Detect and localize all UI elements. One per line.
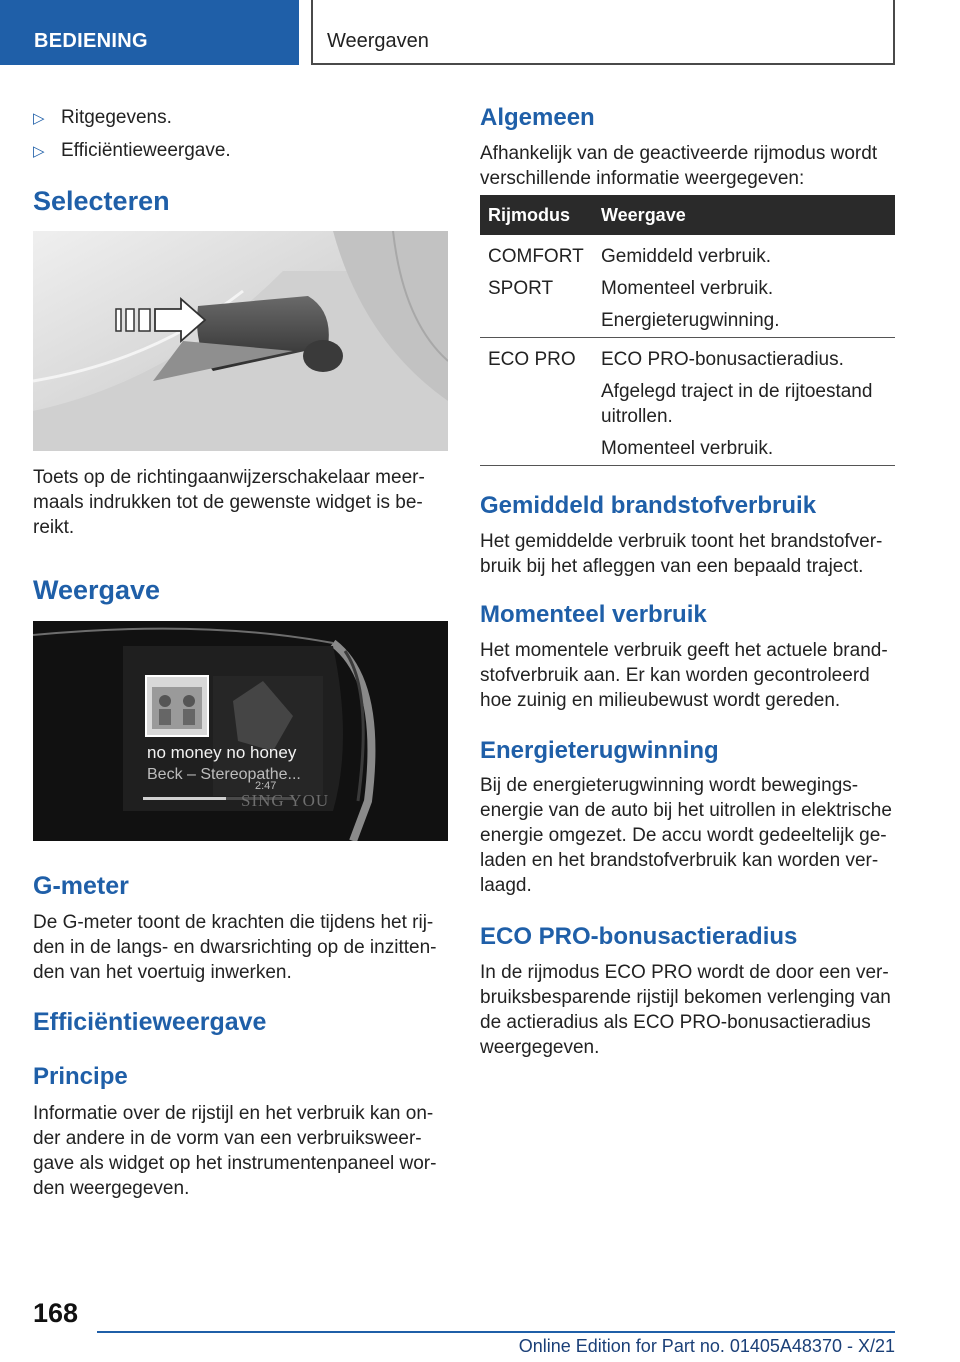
page-number: 168 bbox=[33, 1298, 79, 1328]
edition-note: Online Edition for Part no. 01405A48370 - X/21 bbox=[518, 1336, 895, 1356]
driving-mode-table bbox=[480, 195, 895, 466]
figure-turn-signal-switch bbox=[33, 231, 448, 451]
heading-energieterugwinning: Energieterugwinning bbox=[480, 737, 719, 764]
triangle-bullet-icon: ▷ bbox=[33, 143, 45, 160]
heading-weergave: Weergave bbox=[33, 575, 161, 605]
heading-ecopro: ECO PRO-bonusactieradius bbox=[480, 923, 798, 950]
table-row bbox=[480, 338, 895, 466]
table-header bbox=[480, 195, 895, 235]
chapter-title: Weergaven bbox=[311, 0, 895, 65]
column-header-weergave: Weergave bbox=[601, 205, 686, 225]
heading-selecteren: Selecteren bbox=[33, 186, 170, 216]
heading-efficiency: Efficiëntieweergave bbox=[33, 1008, 267, 1036]
footer-divider bbox=[97, 1331, 895, 1333]
background-overlay-text: SING YOU bbox=[241, 791, 330, 810]
bullet-item: ▷ Ritgegevens. bbox=[33, 107, 172, 128]
heading-gemiddeld: Gemiddeld brandstofverbruik bbox=[480, 492, 817, 519]
triangle-bullet-icon: ▷ bbox=[33, 110, 45, 127]
paragraph-ecopro: In de rijmodus ECO PRO wordt de door een ver- bruiksbesparende rijstijl bekomen verlenging van de actieradius als ECO PRO-bonusactieradius weergegeven. bbox=[480, 962, 891, 1058]
heading-algemeen: Algemeen bbox=[480, 104, 595, 131]
paragraph-gemiddeld: Het gemiddelde verbruik toont het brandstofver- bruik bij het afleggen van een bepaald traject. bbox=[480, 531, 883, 577]
heading-momenteel: Momenteel verbruik bbox=[480, 601, 707, 628]
bullet-item: ▷ Efficiëntieweergave. bbox=[33, 140, 231, 161]
heading-gmeter: G-meter bbox=[33, 872, 129, 900]
paragraph-energieterugwinning: Bij de energieterugwinning wordt bewegings- energie van de auto bij het uitrollen in elektrische energie omgezet. De accu wordt gedeeltelijk ge- laden en het brandstofverbruik kan worden ver- laagd. bbox=[480, 775, 892, 896]
paragraph-momenteel: Het momentele verbruik geeft het actuele brand- stofverbruik aan. Er kan worden gecontroleerd hoe zuinig en milieubewust wordt gereden. bbox=[480, 640, 888, 711]
column-header-rijmodus: Rijmodus bbox=[488, 205, 571, 225]
paragraph-algemeen: Afhankelijk van de geactiveerde rijmodus wordt verschillende informatie weergegeven: bbox=[480, 143, 878, 189]
paragraph-gmeter: De G-meter toont de krachten die tijdens het rij- den in de langs- en dwarsrichting op de inzitten- den van het voertuig inwerken. bbox=[33, 912, 437, 983]
figure-instrument-display bbox=[33, 621, 448, 841]
section-tab: BEDIENING bbox=[0, 0, 299, 65]
table-cell-mode: ECO PRO bbox=[488, 349, 576, 370]
track-artist: Beck – Stereopathe... bbox=[147, 766, 301, 783]
heading-principe: Principe bbox=[33, 1063, 128, 1090]
paragraph-principe: Informatie over de rijstijl en het verbruik kan on- der andere in de vorm van een verbruiksweer- gave als widget op het instrumentenpaneel wor- den weergegeven. bbox=[33, 1103, 437, 1199]
table-cell-display: Gemiddeld verbruik. Momenteel verbruik. Energieterugwinning. bbox=[601, 246, 780, 331]
track-time: 2:47 bbox=[255, 780, 277, 792]
turn-signal-illustration bbox=[33, 231, 448, 451]
table-row bbox=[480, 235, 895, 338]
table-cell-display: ECO PRO-bonusactieradius. Afgelegd traject in de rijtoestand uitrollen. Momenteel verbruik. bbox=[601, 349, 873, 459]
table-cell-mode: COMFORT SPORT bbox=[488, 246, 584, 299]
paragraph-selecteren: Toets op de richtingaanwijzerschakelaar meer- maals indrukken tot de gewenste widget is be- reikt. bbox=[33, 467, 425, 538]
track-title: no money no honey bbox=[147, 743, 297, 762]
